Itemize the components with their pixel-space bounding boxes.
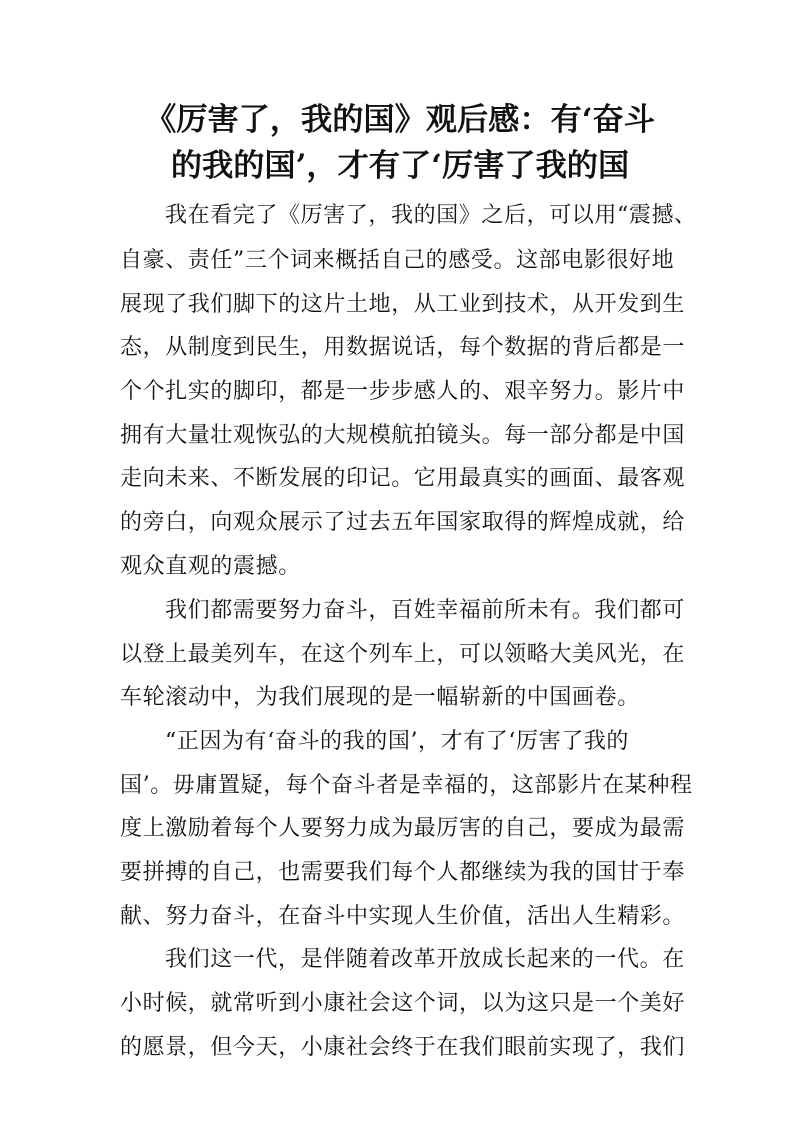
paragraph-1-line-3: 展现了我们脚下的这片土地，从工业到技术，从开发到生 <box>120 292 686 317</box>
paragraph-2-line-3: 车轮滚动中，为我们展现的是一幅崭新的中国画卷。 <box>120 685 640 710</box>
paragraph-1-line-2: 自豪、责任”三个词来概括自己的感受。这部电影很好地 <box>120 248 675 273</box>
paragraph-2-line-1: 我们都需要努力奋斗，百姓幸福前所未有。我们都可 <box>165 598 685 623</box>
paragraph-3-line-3: 度上激励着每个人要努力成为最厉害的自己，要成为最需 <box>120 816 686 841</box>
page-title-line-2: 的我的国’，才有了‘厉害了我的国 <box>170 148 630 184</box>
paragraph-1-line-6: 拥有大量壮观恢弘的大规模航拍镜头。每一部分都是中国 <box>120 423 686 448</box>
paragraph-1-line-9: 观众直观的震撼。 <box>120 554 301 579</box>
paragraph-1-line-5: 个个扎实的脚印，都是一步步感人的、艰辛努力。影片中 <box>120 379 686 404</box>
paragraph-3-line-2: 国’。毋庸置疑，每个奋斗者是幸福的，这部影片在某种程 <box>120 773 693 798</box>
paragraph-4-line-2: 小时候，就常听到小康社会这个词，以为这只是一个美好 <box>120 991 686 1016</box>
paragraph-2-line-2: 以登上最美列车，在这个列车上，可以领略大美风光，在 <box>120 642 686 667</box>
paragraph-3-line-1: “正因为有‘奋斗的我的国’，才有了‘厉害了我的 <box>165 729 630 754</box>
paragraph-3-line-5: 献、努力奋斗，在奋斗中实现人生价值，活出人生精彩。 <box>120 904 686 929</box>
paragraph-4-line-3: 的愿景，但今天，小康社会终于在我们眼前实现了，我们 <box>120 1035 686 1060</box>
paragraph-1-line-4: 态，从制度到民生，用数据说话，每个数据的背后都是一 <box>120 335 686 360</box>
paragraph-1-line-1: 我在看完了《厉害了，我的国》之后，可以用“震撼、 <box>165 203 697 228</box>
paragraph-1-line-7: 走向未来、不断发展的印记。它用最真实的画面、最客观 <box>120 466 686 491</box>
paragraph-1-line-8: 的旁白，向观众展示了过去五年国家取得的辉煌成就，给 <box>120 510 686 535</box>
paragraph-3-line-4: 要拼搏的自己，也需要我们每个人都继续为我的国甘于奉 <box>120 860 686 885</box>
page-title-line-1: 《厉害了，我的国》观后感：有‘奋斗 <box>145 102 655 138</box>
paragraph-4-line-1: 我们这一代，是伴随着改革开放成长起来的一代。在 <box>165 947 685 972</box>
